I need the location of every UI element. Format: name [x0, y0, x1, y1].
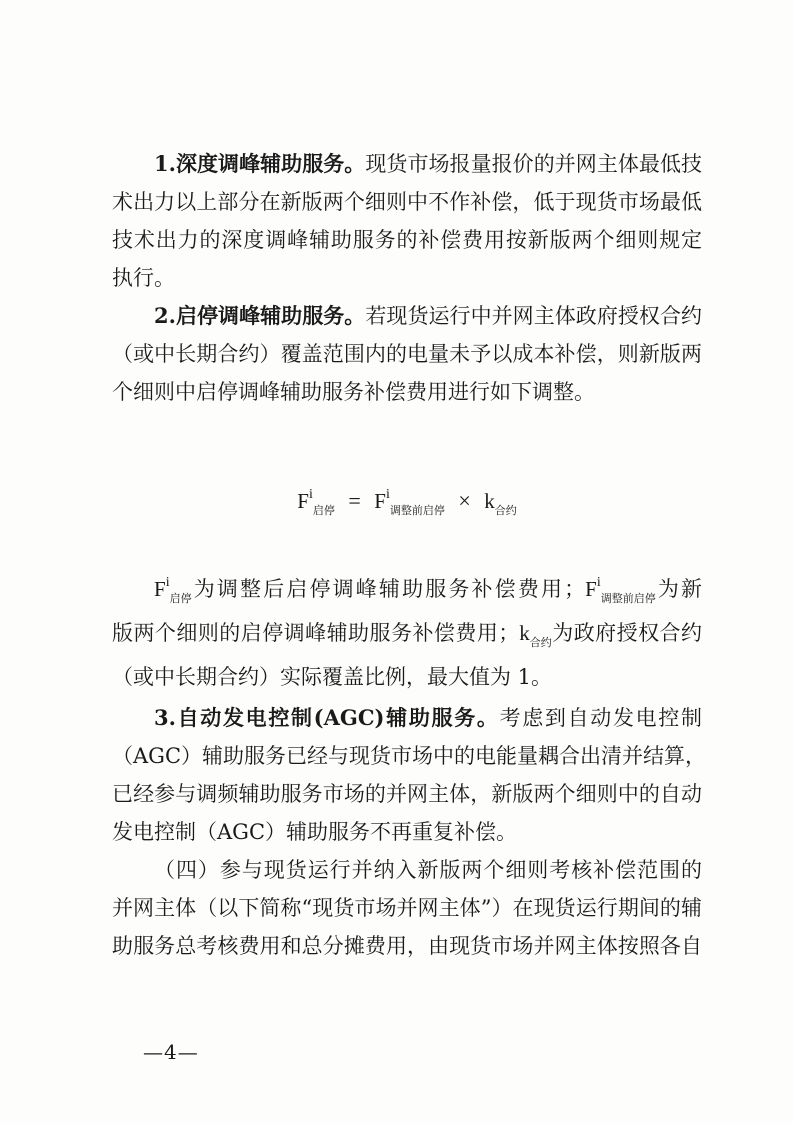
definition-2-text: 为新 — [655, 577, 703, 601]
definition-line-1 — [112, 567, 702, 611]
paragraph-2-line-3: 个细则中启停调峰辅助服务补偿费用进行如下调整。 — [112, 380, 595, 404]
definition-line-2 — [112, 611, 702, 655]
definition-line-2-a: 版两个细则的启停调峰辅助服务补偿费用； — [112, 621, 520, 645]
paragraph-3-line-4: 发电控制（AGC）辅助服务不再重复补偿。 — [112, 820, 518, 844]
paragraph-4-line-3: 助服务总考核费用和总分摊费用，由现货市场并网主体按照各自 — [112, 934, 702, 958]
section-1-text: 现货市场报量报价的并网主体最低技 — [365, 152, 702, 176]
def-f-left: $F^i_{启停}$ — [154, 575, 192, 605]
section-3-heading: 3.自动发电控制(AGC)辅助服务。 — [154, 705, 500, 730]
definition-line-2-b: 为政府授权合约 — [551, 621, 703, 645]
paragraph-2-line-1 — [112, 297, 702, 335]
section-2-text: 若现货运行中并网主体政府授权合约 — [365, 304, 702, 328]
formula-times: × — [458, 488, 471, 513]
paragraph-2-line-2: （或中长期合约）覆盖范围内的电量未予以成本补偿，则新版两 — [112, 342, 702, 366]
section-3-text: 考虑到自动发电控制 — [499, 706, 702, 730]
section-2-heading: 2.启停调峰辅助服务。 — [154, 303, 366, 328]
paragraph-3-line-2: （AGC）辅助服务已经与现货市场中的电能量耦合出清并结算， — [112, 744, 707, 768]
def-k: $k_{合约}$ — [519, 621, 552, 649]
page-number: —4— — [143, 1040, 199, 1064]
definition-1-text: 为调整后启停调峰辅助服务补偿费用； — [191, 577, 586, 601]
paragraph-1-line-2: 术出力以上部分在新版两个细则中不作补偿，低于现货市场最低 — [112, 190, 702, 214]
paragraph-3-line-3: 已经参与调频辅助服务市场的并网主体，新版两个细则中的自动 — [112, 782, 702, 806]
paragraph-4-line-1: （四）参与现货运行并纳入新版两个细则考核补偿范围的 — [154, 858, 702, 882]
section-1-heading: 1.深度调峰辅助服务。 — [154, 151, 366, 176]
document-body — [112, 145, 707, 965]
spacer — [112, 411, 702, 473]
formula-f-right: $F^i_{调整前启停}$ — [374, 487, 445, 517]
spacer — [112, 529, 702, 567]
formula-equals: = — [348, 488, 361, 513]
def-f-mid: $F^i_{调整前启停}$ — [585, 575, 656, 605]
paragraph-1-line-3: 技术出力的深度调峰辅助服务的补偿费用按新版两个细则规定 — [112, 228, 702, 252]
paragraph-1-line-1 — [112, 145, 702, 183]
formula-k: $k_{合约}$ — [484, 489, 517, 517]
formula-f-left: $F^i_{启停}$ — [297, 487, 335, 517]
paragraph-4-line-2: 并网主体（以下简称“现货市场并网主体”）在现货运行期间的辅 — [112, 896, 702, 920]
formula — [112, 473, 702, 529]
paragraph-3-line-1 — [112, 699, 702, 737]
definition-line-3: （或中长期合约）实际覆盖比例，最大值为 1。 — [112, 665, 553, 689]
paragraph-1-line-4: 执行。 — [112, 266, 175, 290]
